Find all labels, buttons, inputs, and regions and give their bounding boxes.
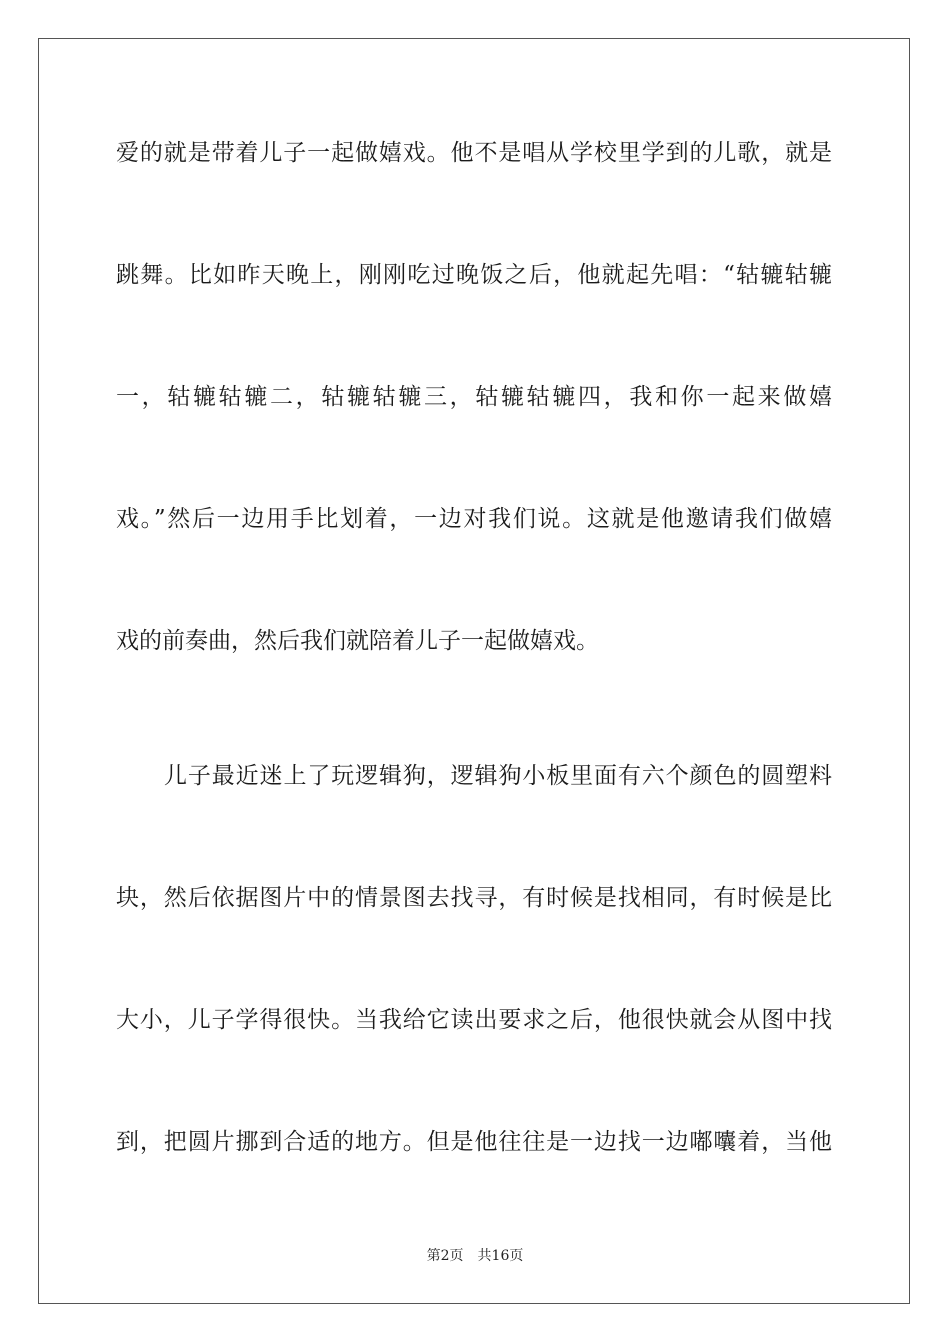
page-footer	[0, 1247, 950, 1265]
paragraph-line: 一，轱辘轱辘二，轱辘轱辘三，轱辘轱辘四，我和你一起来做嬉	[116, 384, 832, 410]
paragraph-line: 跳舞。比如昨天晚上，刚刚吃过晚饭之后，他就起先唱：“轱辘轱辘	[116, 262, 832, 288]
paragraph-line: 大小，儿子学得很快。当我给它读出要求之后，他很快就会从图中找	[116, 1007, 832, 1033]
page-border	[38, 38, 910, 1304]
paragraph-line: 儿子最近迷上了玩逻辑狗，逻辑狗小板里面有六个颜色的圆塑料	[164, 763, 832, 789]
paragraph-line: 爱的就是带着儿子一起做嬉戏。他不是唱从学校里学到的儿歌，就是	[116, 140, 832, 166]
paragraph-line: 块，然后依据图片中的情景图去找寻，有时候是找相同，有时候是比	[116, 885, 832, 911]
page-total: 共16页	[477, 1248, 524, 1264]
page-number: 第2页	[426, 1248, 464, 1264]
paragraph-line: 到，把圆片挪到合适的地方。但是他往往是一边找一边嘟囔着，当他	[116, 1129, 832, 1155]
paragraph-line: 戏的前奏曲，然后我们就陪着儿子一起做嬉戏。	[116, 628, 599, 654]
paragraph-line: 戏。”然后一边用手比划着，一边对我们说。这就是他邀请我们做嬉	[116, 506, 832, 532]
